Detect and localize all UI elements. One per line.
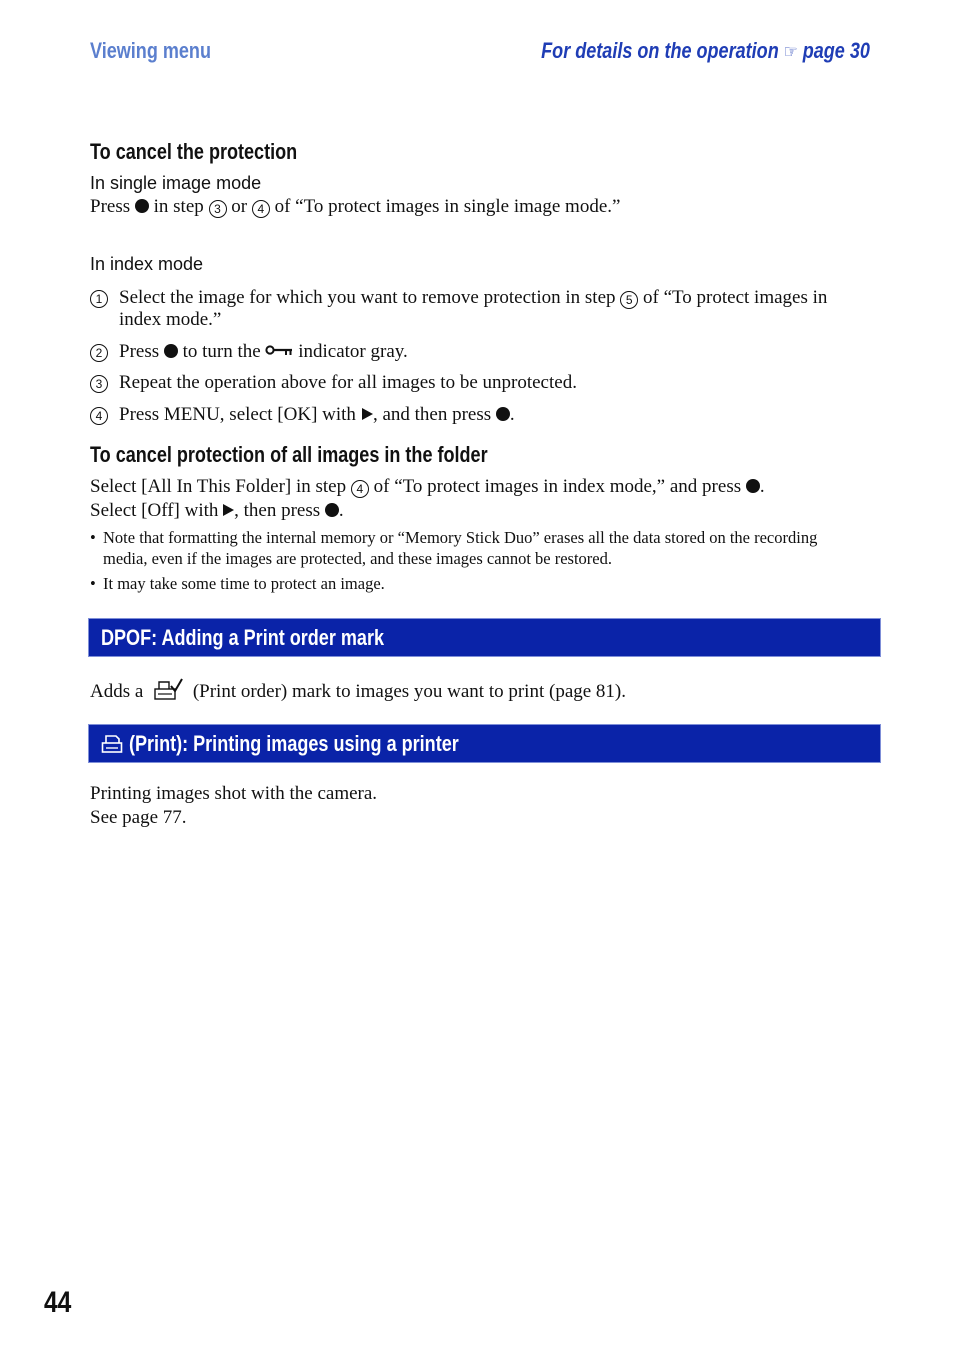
step-ref-5: 5 <box>620 291 638 309</box>
text: (Print order) mark to images you want to print (page 81). <box>192 681 627 702</box>
print-description-2: See page 77. <box>90 807 187 828</box>
folder-instruction-1 <box>90 476 765 498</box>
print-order-mark-icon <box>152 677 184 701</box>
text: . <box>759 476 765 497</box>
step-text: indicator gray. <box>298 341 408 362</box>
text: of “To protect images in index mode,” and press <box>373 476 742 497</box>
printer-icon <box>101 734 123 754</box>
center-button-icon <box>496 407 510 421</box>
text: in step <box>153 196 204 217</box>
page-number: 44 <box>44 1286 72 1319</box>
protect-key-icon <box>265 344 293 356</box>
right-arrow-icon <box>223 504 234 516</box>
dpof-section-bar <box>88 618 881 657</box>
details-prefix: For details on the operation <box>541 38 779 63</box>
dpof-section-title: DPOF: Adding a Print order mark <box>101 625 385 650</box>
text: Select [All In This Folder] in step <box>90 476 347 497</box>
text: . <box>338 500 344 521</box>
step-text: . <box>509 404 515 425</box>
single-mode-label: In single image mode <box>90 173 262 193</box>
note-item: • Note that formatting the internal memory or “Memory Stick Duo” erases all the data stored on the recording media, even if the images are protected, and these images cannot be restored. <box>90 527 850 569</box>
center-button-icon <box>746 479 760 493</box>
print-section-bar <box>88 724 881 763</box>
center-button-icon <box>164 344 178 358</box>
step-ref-4: 4 <box>252 200 270 218</box>
text: of “To protect images in single image mode.” <box>274 196 621 217</box>
index-step-2 <box>90 341 860 363</box>
note-text: Note that formatting the internal memory or “Memory Stick Duo” erases all the data stored on the recording media, even if the images are protected, and these images cannot be restored. <box>103 528 818 568</box>
step-text: Press <box>119 341 160 362</box>
folder-instruction-2 <box>90 500 344 522</box>
print-description-1: Printing images shot with the camera. <box>90 783 378 804</box>
note-text: It may take some time to protect an image. <box>103 574 385 593</box>
step-ref-4: 4 <box>351 480 369 498</box>
step-text: , and then press <box>372 404 492 425</box>
details-page-link[interactable]: page 30 <box>802 38 870 63</box>
text: Select [Off] with <box>90 500 219 521</box>
step-text: to turn the <box>182 341 261 362</box>
pointing-hand-icon: ☞ <box>783 42 798 63</box>
step-number: 2 <box>90 344 108 362</box>
index-step-3 <box>90 372 860 394</box>
cancel-protection-heading: To cancel the protection <box>90 139 298 164</box>
step-ref-3: 3 <box>209 200 227 218</box>
index-mode-label: In index mode <box>90 254 204 274</box>
step-text: of “To protect images in index mode.” <box>119 287 828 330</box>
center-button-icon <box>135 199 149 213</box>
print-section-title: (Print): Printing images using a printer <box>129 731 459 756</box>
index-step-1 <box>90 287 860 331</box>
right-arrow-icon <box>362 408 373 420</box>
text: , then press <box>234 500 321 521</box>
single-mode-instruction <box>90 196 620 218</box>
step-text: Repeat the operation above for all images to be unprotected. <box>119 372 577 393</box>
section-header: Viewing menu <box>90 38 211 63</box>
cancel-folder-heading: To cancel protection of all images in the folder <box>90 442 488 467</box>
dpof-description <box>90 677 626 703</box>
step-number: 3 <box>90 375 108 393</box>
text: or <box>231 196 248 217</box>
center-button-icon <box>325 503 339 517</box>
note-item: • It may take some time to protect an image. <box>90 574 385 593</box>
step-number: 4 <box>90 407 108 425</box>
step-number: 1 <box>90 290 108 308</box>
text: Press <box>90 196 131 217</box>
step-text: Select the image for which you want to remove protection in step <box>119 287 616 308</box>
step-text: Press MENU, select [OK] with <box>119 404 356 425</box>
text: Adds a <box>90 681 144 702</box>
index-step-4 <box>90 404 860 426</box>
details-reference <box>541 38 870 64</box>
